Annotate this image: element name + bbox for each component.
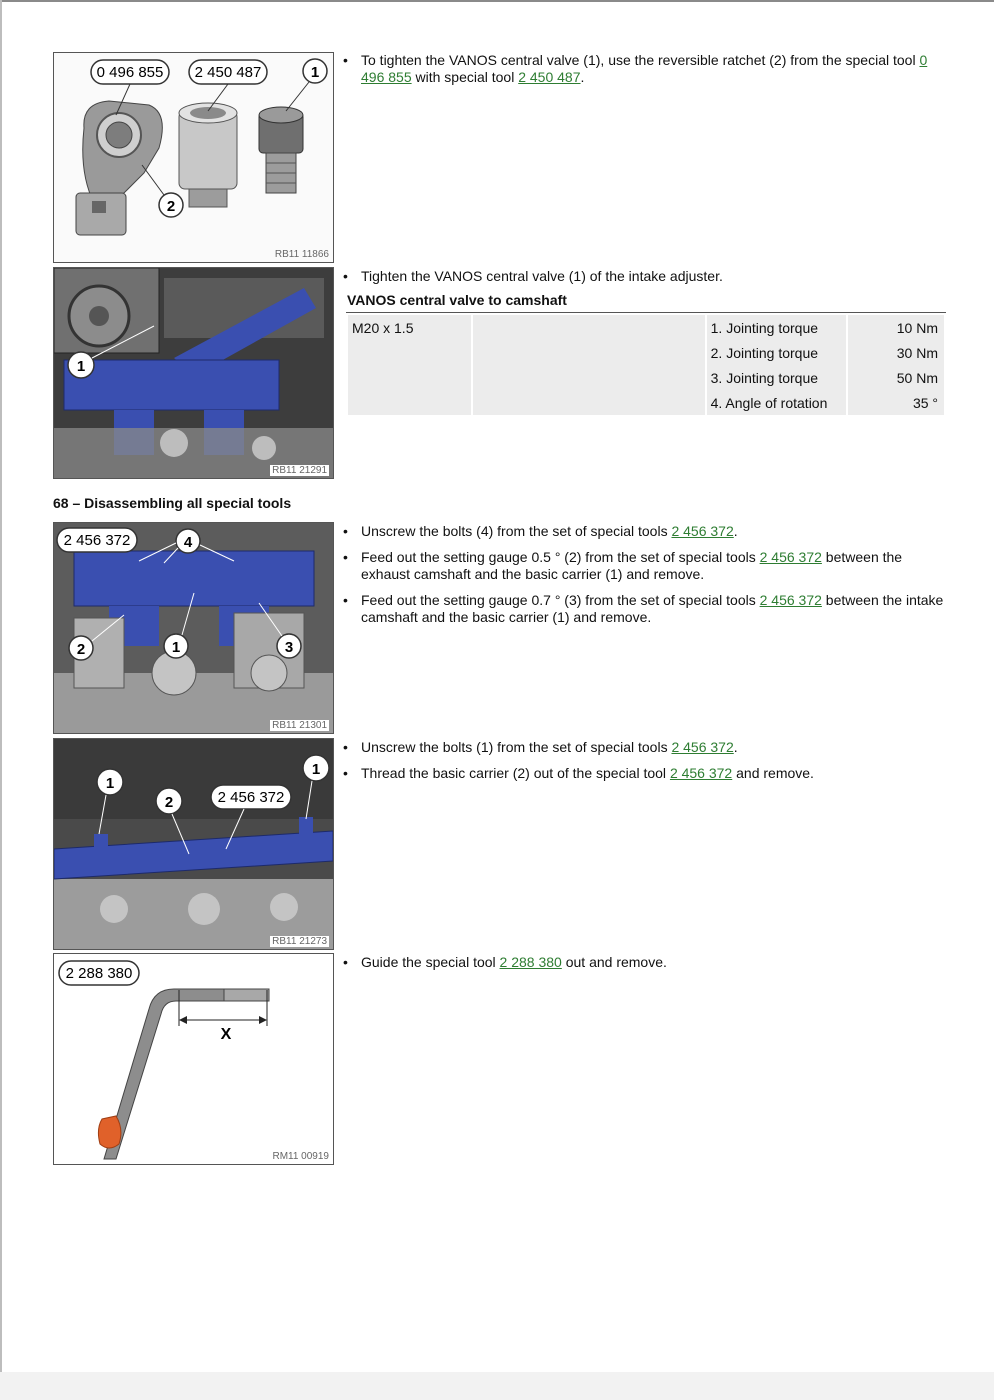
step-text: Guide the special tool bbox=[361, 954, 500, 970]
torque-value: 10 Nm bbox=[848, 315, 944, 340]
page-left-border bbox=[0, 0, 2, 1400]
step-text: with special tool bbox=[411, 69, 519, 85]
step-item bbox=[339, 52, 949, 86]
spacer-cell bbox=[473, 390, 705, 415]
steps-guide-tool bbox=[339, 954, 949, 980]
link-tool-2288380[interactable]: 2 288 380 bbox=[499, 954, 562, 970]
step-text: . bbox=[733, 739, 738, 755]
step-text: Feed out the setting gauge 0.5 ° (2) from the set of special tools bbox=[361, 549, 760, 565]
steps-setting-gauges bbox=[339, 523, 949, 635]
setting-gauges-illustration bbox=[54, 523, 333, 733]
callout-4: 4 bbox=[183, 534, 193, 551]
link-tool-2456372[interactable]: 2 456 372 bbox=[669, 765, 733, 781]
spacer-cell bbox=[473, 340, 705, 365]
step-text: Unscrew the bolts (1) from the set of special tools bbox=[361, 739, 672, 755]
spacer-cell bbox=[473, 315, 705, 340]
step-text: To tighten the VANOS central valve (1), use the reversible ratchet (2) from the special tool bbox=[361, 52, 920, 68]
step-item bbox=[339, 549, 949, 583]
callout-1: 1 bbox=[105, 775, 115, 792]
figure-ref: RB11 11866 bbox=[274, 249, 329, 260]
link-tool-2456372[interactable]: 2 456 372 bbox=[671, 523, 734, 539]
dimension-x-label: X bbox=[220, 1026, 232, 1043]
spacer-cell bbox=[473, 365, 705, 390]
engine-photo-illustration bbox=[54, 268, 333, 478]
figure-setting-gauges bbox=[53, 522, 334, 734]
callout-2: 2 bbox=[166, 198, 176, 215]
callout-2456372: 2 456 372 bbox=[63, 532, 131, 549]
torque-table bbox=[346, 315, 946, 415]
torque-table-title: VANOS central valve to camshaft bbox=[347, 292, 567, 308]
torque-value: 35 ° bbox=[848, 390, 944, 415]
thread-cell bbox=[348, 365, 471, 390]
steps-tighten-valve bbox=[339, 52, 949, 95]
step-text: . bbox=[733, 523, 738, 539]
callout-1: 1 bbox=[76, 358, 86, 375]
step-text: between the intake camshaft and the basic carrier (1) and remove. bbox=[361, 592, 944, 625]
step-text: Thread the basic carrier (2) out of the special tool bbox=[361, 765, 670, 781]
link-tool-2456372[interactable]: 2 456 372 bbox=[671, 739, 734, 755]
callout-2456372: 2 456 372 bbox=[217, 789, 285, 806]
step-item bbox=[339, 523, 949, 540]
figure-basic-carrier bbox=[53, 738, 334, 950]
step-item bbox=[339, 954, 949, 971]
callout-1: 1 bbox=[311, 761, 321, 778]
torque-value: 50 Nm bbox=[848, 365, 944, 390]
link-tool-2450487[interactable]: 2 450 487 bbox=[518, 69, 581, 85]
figure-ref: RM11 00919 bbox=[272, 1151, 329, 1162]
step-item bbox=[339, 765, 949, 782]
bent-rod-tool-illustration bbox=[54, 954, 333, 1164]
torque-label: 2. Jointing torque bbox=[707, 340, 847, 365]
ratchet-tools-illustration bbox=[54, 53, 333, 262]
figure-ratchet-tools bbox=[53, 52, 334, 263]
step-text: . bbox=[580, 69, 585, 85]
torque-value: 30 Nm bbox=[848, 340, 944, 365]
basic-carrier-illustration bbox=[54, 739, 333, 949]
step-text: and remove. bbox=[732, 765, 814, 781]
thread-cell bbox=[348, 340, 471, 365]
callout-2: 2 bbox=[76, 641, 86, 658]
callout-3: 3 bbox=[284, 639, 294, 656]
steps-intake-adjuster bbox=[339, 268, 949, 294]
step-item bbox=[339, 592, 949, 626]
table-row bbox=[348, 390, 944, 415]
callout-2288380: 2 288 380 bbox=[65, 965, 133, 982]
page-top-border bbox=[0, 0, 994, 2]
link-tool-0496855[interactable]: 0 496 855 bbox=[361, 52, 928, 85]
steps-basic-carrier bbox=[339, 739, 949, 791]
torque-label: 4. Angle of rotation bbox=[707, 390, 847, 415]
table-row bbox=[348, 315, 944, 340]
callout-2450487: 2 450 487 bbox=[194, 64, 262, 81]
callout-1: 1 bbox=[310, 64, 320, 81]
central-valve-shape bbox=[259, 107, 303, 193]
figure-ref: RB11 21273 bbox=[272, 936, 327, 947]
figure-ref: RB11 21301 bbox=[272, 720, 327, 731]
step-item bbox=[339, 739, 949, 756]
thread-cell bbox=[348, 390, 471, 415]
callout-2: 2 bbox=[164, 794, 174, 811]
section-heading: 68 – Disassembling all special tools bbox=[53, 495, 292, 511]
table-row bbox=[348, 340, 944, 365]
step-text: between the exhaust camshaft and the basic carrier (1) and remove. bbox=[361, 549, 903, 582]
torque-label: 1. Jointing torque bbox=[707, 315, 847, 340]
step-item bbox=[339, 268, 949, 285]
figure-ref: RB11 21291 bbox=[272, 465, 327, 476]
callout-1: 1 bbox=[171, 639, 181, 656]
page-footer-shade bbox=[0, 1372, 994, 1400]
figure-tool-2288380 bbox=[53, 953, 334, 1165]
step-text: Feed out the setting gauge 0.7 ° (3) from the set of special tools bbox=[361, 592, 760, 608]
link-tool-2456372[interactable]: 2 456 372 bbox=[759, 549, 822, 565]
figure-central-valve-installed bbox=[53, 267, 334, 479]
callout-0496855: 0 496 855 bbox=[96, 64, 164, 81]
step-text: Tighten the VANOS central valve (1) of the intake adjuster. bbox=[361, 268, 723, 284]
step-text: out and remove. bbox=[561, 954, 667, 970]
table-row bbox=[348, 365, 944, 390]
step-text: Unscrew the bolts (4) from the set of special tools bbox=[361, 523, 672, 539]
torque-table-rule bbox=[346, 312, 946, 313]
link-tool-2456372[interactable]: 2 456 372 bbox=[759, 592, 822, 608]
torque-label: 3. Jointing torque bbox=[707, 365, 847, 390]
thread-cell: M20 x 1.5 bbox=[348, 315, 471, 340]
